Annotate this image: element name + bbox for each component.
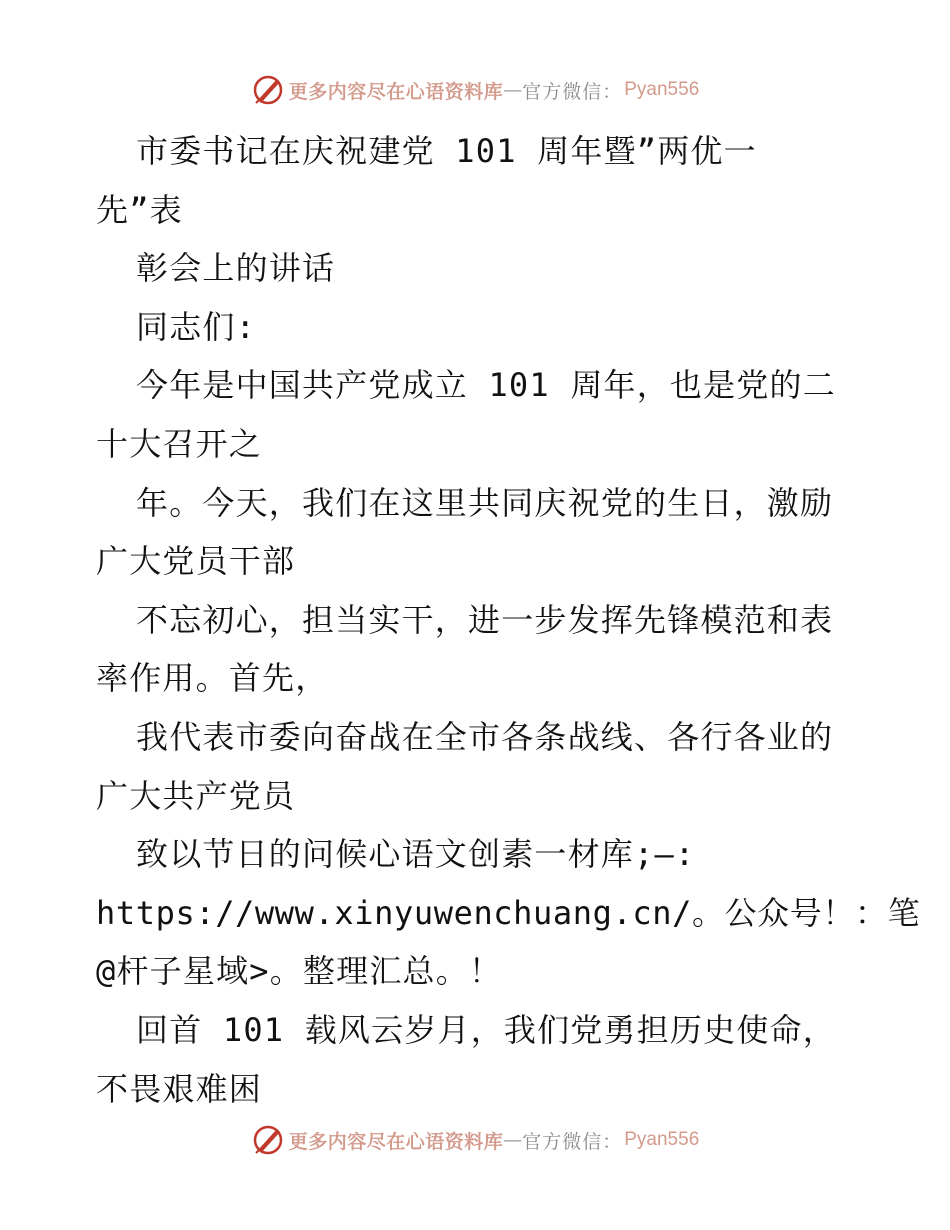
title-line-3: 彰会上的讲话 [136, 249, 336, 288]
watermark-separator: — [503, 79, 523, 101]
paragraph-line: 回首 101 载风云岁月，我们党勇担历史使命， [136, 1010, 836, 1049]
document-body [96, 122, 921, 1118]
title-line-2: 先”表 [96, 190, 183, 229]
paragraph-line: 率作用。首先， [96, 659, 329, 698]
quill-pen-logo-icon [251, 73, 285, 107]
paragraph-line: 年。今天，我们在这里共同庆祝党的生日，激励 [136, 483, 834, 522]
watermark-text: 更多内容尽在心语资料库 [288, 1130, 504, 1153]
watermark-contact-label: 官方微信： [522, 1130, 623, 1153]
watermark-wechat-id: Pyan556 [624, 79, 700, 100]
salutation: 同志们: [136, 307, 257, 346]
footer-watermark [0, 1122, 950, 1158]
paragraph-line: 不忘初心，担当实干，进一步发挥先锋模范和表 [136, 600, 834, 639]
paragraph-line: 十大召开之 [96, 424, 263, 463]
watermark-separator: — [503, 1129, 523, 1151]
paragraph-line: @杆子星域>。整理汇总。！ [96, 952, 503, 991]
title-line-1: 市委书记在庆祝建党 101 周年暨”两优一 [136, 132, 757, 170]
watermark-text: 更多内容尽在心语资料库 [288, 80, 504, 103]
url-line: https://www.xinyuwenchuang.cn/。公众号！：笔 [96, 893, 921, 932]
paragraph-line: 我代表市委向奋战在全市各条战线、各行各业的 [136, 717, 834, 756]
watermark-contact-label: 官方微信： [522, 80, 623, 103]
watermark-wechat-id: Pyan556 [624, 1129, 700, 1150]
paragraph-line: 致以节日的问候心语文创素一材库;—: [136, 835, 696, 874]
header-watermark [0, 72, 950, 108]
paragraph-line: 不畏艰难困 [96, 1069, 263, 1108]
paragraph-line: 广大党员干部 [96, 542, 296, 581]
paragraph-line: 今年是中国共产党成立 101 周年，也是党的二 [136, 366, 836, 405]
quill-pen-logo-icon [251, 1123, 285, 1157]
paragraph-line: 广大共产党员 [96, 776, 296, 815]
